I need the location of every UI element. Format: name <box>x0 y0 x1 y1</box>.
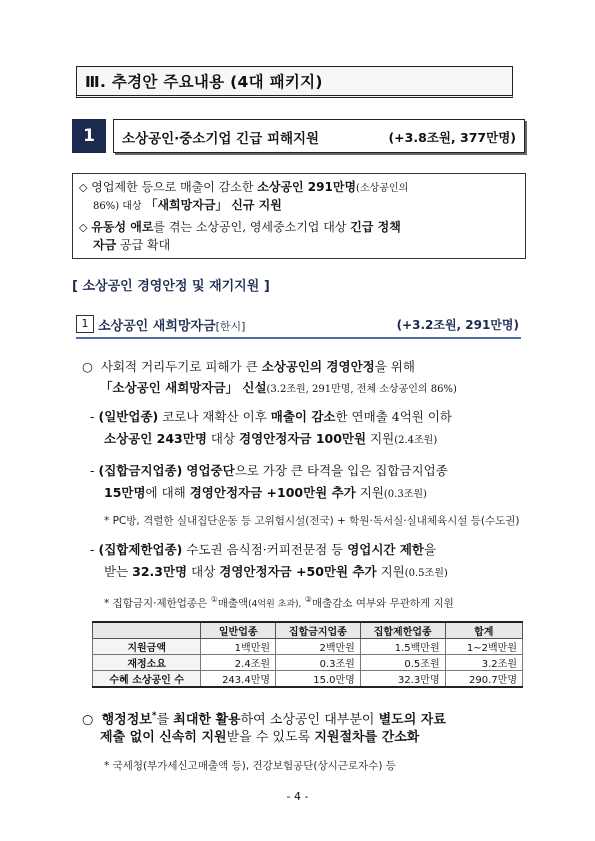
body-text: 수도권 음식점·커피전문점 등 <box>186 542 344 557</box>
diamond-icon: ◇ <box>79 181 88 194</box>
table-cell: 지원금액 <box>93 639 201 655</box>
detail-restrict <box>90 540 436 560</box>
note-text: 매출액 <box>217 597 249 610</box>
table-cell: 2.4조원 <box>201 655 276 671</box>
sub-title-text: 소상공인 새희망자금 <box>98 319 216 334</box>
table-cell: 1~2백만원 <box>445 639 522 655</box>
paragraph-1-cont <box>100 378 457 400</box>
body-text: 받을 수 있도록 <box>226 730 311 745</box>
circle-bullet-icon: ○ <box>82 712 94 728</box>
table-cell: 수혜 소상공인 수 <box>93 671 201 688</box>
summary-bullet-2 <box>79 218 401 237</box>
body-highlight: 소상공인 243만명 <box>104 431 207 446</box>
table-cell: 0.5조원 <box>360 655 445 671</box>
body-text: 지원 <box>370 431 395 446</box>
note-text: (4억원 초과), <box>248 599 302 610</box>
body-highlight: 경영안정자금 +100만원 추가 <box>189 485 356 500</box>
table-cell: 0.3조원 <box>276 655 361 671</box>
table-cell: 15.0만명 <box>276 671 361 688</box>
body-highlight: 소상공인의 경영안정 <box>261 359 375 374</box>
summary-highlight: 「새희망자금」 <box>145 198 228 212</box>
package-amount: (+3.8조원, 377만명) <box>388 130 516 145</box>
summary-text: 를 겪는 소상공인, 영세중소기업 대상 <box>153 220 347 234</box>
table-row <box>93 639 523 655</box>
detail-general-cont <box>104 429 437 451</box>
body-highlight: 영업중단 <box>186 463 235 478</box>
table-header: 일반업종 <box>201 622 276 639</box>
body-text: 한 연매출 4억원 이하 <box>335 409 452 424</box>
summary-text: 영업제한 등으로 매출이 감소한 <box>91 180 254 194</box>
table-header-row <box>93 622 523 639</box>
circle-bullet-icon: ○ <box>82 359 93 374</box>
body-note: (2.4조원) <box>394 435 438 446</box>
sub-heading <box>76 313 521 339</box>
summary-highlight: 긴급 정책 <box>350 220 401 234</box>
body-highlight: (집합제한업종) <box>98 542 183 557</box>
body-highlight: 제출 없이 신속히 지원 <box>100 730 227 745</box>
body-highlight: 지원절차를 간소화 <box>314 730 420 745</box>
body-highlight: 별도의 자료 <box>378 712 446 728</box>
dash-bullet: - <box>90 542 95 557</box>
summary-bullet-2-cont <box>93 236 170 254</box>
table-cell: 3.2조원 <box>445 655 522 671</box>
summary-bullet-1 <box>79 178 408 198</box>
table-header: 집합금지업종 <box>276 622 361 639</box>
body-highlight: 32.3만명 <box>132 564 188 579</box>
body-highlight: 「소상공인 새희망자금」 신설 <box>100 380 267 395</box>
package-number: 1 <box>72 119 106 153</box>
table-cell: 2백만원 <box>276 639 361 655</box>
body-text: 에 대해 <box>145 485 186 500</box>
body-note: (3.2조원, 291만명, 전체 소상공인의 86%) <box>266 384 457 395</box>
dash-bullet: - <box>90 409 95 424</box>
summary-note: 86%) 대상 <box>93 201 142 212</box>
body-text: 을 위해 <box>374 359 415 374</box>
sub-number: 1 <box>76 315 94 333</box>
detail-ban-cont <box>104 483 427 505</box>
paragraph-1 <box>82 357 415 377</box>
summary-box <box>72 173 526 259</box>
sub-title-tag: [한시] <box>215 320 246 333</box>
page-number: - 4 - <box>286 790 309 803</box>
detail-restrict-cont <box>104 562 448 584</box>
sub-amount: (+3.2조원, 291만명) <box>396 318 519 332</box>
summary-highlight: 유동성 애로 <box>91 220 154 234</box>
summary-bullet-1-cont <box>93 196 282 216</box>
summary-highlight: 신규 지원 <box>231 198 282 212</box>
paragraph-admin-info <box>82 706 446 730</box>
table-row <box>93 671 523 688</box>
sub-title <box>98 315 245 334</box>
body-highlight: 경영안정자금 +50만원 추가 <box>219 564 377 579</box>
table-cell: 32.3만명 <box>360 671 445 688</box>
body-highlight: 15만명 <box>104 485 146 500</box>
body-text: 를 <box>156 712 170 728</box>
table-cell: 243.4만명 <box>201 671 276 688</box>
body-highlight: 경영안정자금 100만원 <box>239 431 367 446</box>
table-header: 합계 <box>445 622 522 639</box>
table-header <box>93 622 201 639</box>
body-highlight: 행정정보 <box>101 712 152 728</box>
table-cell: 1백만원 <box>201 639 276 655</box>
detail-general <box>90 407 452 427</box>
note-marker: * <box>151 711 157 721</box>
body-highlight: 최대한 활용 <box>173 712 241 728</box>
table-cell: 290.7만명 <box>445 671 522 688</box>
summary-text: 공급 확대 <box>120 238 171 252</box>
body-text: 하여 소상공인 대부분이 <box>240 712 375 728</box>
summary-highlight: 소상공인 291만명 <box>257 180 357 194</box>
note-text: * 집합금지·제한업종은 <box>104 597 208 610</box>
note-data-sources: * 국세청(부가세신고매출액 등), 건강보험공단(상시근로자수) 등 <box>104 760 396 772</box>
body-highlight: (일반업종) <box>98 409 159 424</box>
body-note: (0.5조원) <box>404 568 448 579</box>
table-cell: 1.5백만원 <box>360 639 445 655</box>
chapter-heading <box>76 66 513 98</box>
summary-note: (소상공인의 <box>356 183 409 194</box>
diamond-icon: ◇ <box>79 221 88 234</box>
body-text: 으로 가장 큰 타격을 입은 집합금지업종 <box>234 463 448 478</box>
note-text: 매출감소 여부와 무관하게 지원 <box>311 597 454 610</box>
body-note: (0.3조원) <box>383 489 427 500</box>
package-title: 소상공인·중소기업 긴급 피해지원 <box>122 131 320 147</box>
detail-ban <box>90 461 448 481</box>
summary-highlight: 자금 <box>93 238 117 252</box>
paragraph-admin-info-cont <box>100 728 419 748</box>
body-text: 지원 <box>380 564 405 579</box>
note-ban-facilities: * PC방, 격렬한 실내집단운동 등 고위험시설(전국) + 학원·독서실·실내체육시설 등(수도권) <box>104 515 520 527</box>
body-text: 코로나 재확산 이후 <box>162 409 267 424</box>
body-text: 지원 <box>359 485 384 500</box>
body-text: 을 <box>424 542 437 557</box>
chapter-title: Ⅲ. 추경안 주요내용 (4대 패키지) <box>85 73 323 91</box>
body-text: 대상 <box>191 564 216 579</box>
support-table <box>92 621 523 688</box>
body-text: 대상 <box>210 431 236 446</box>
section-label: [ 소상공인 경영안정 및 재기지원 ] <box>72 279 270 294</box>
note-eligibility <box>104 592 454 613</box>
dash-bullet: - <box>90 463 95 478</box>
table-cell: 재정소요 <box>93 655 201 671</box>
note-marker: ② <box>304 595 312 604</box>
body-highlight: 영업시간 제한 <box>347 542 424 557</box>
table-header: 집합제한업종 <box>360 622 445 639</box>
note-marker: ① <box>210 595 218 604</box>
body-highlight: 매출이 감소 <box>270 409 336 424</box>
body-highlight: (집합금지업종) <box>98 463 183 478</box>
table-row <box>93 655 523 671</box>
body-text: 사회적 거리두기로 피해가 큰 <box>100 359 258 374</box>
package-header <box>113 119 525 153</box>
body-text: 받는 <box>104 564 129 579</box>
